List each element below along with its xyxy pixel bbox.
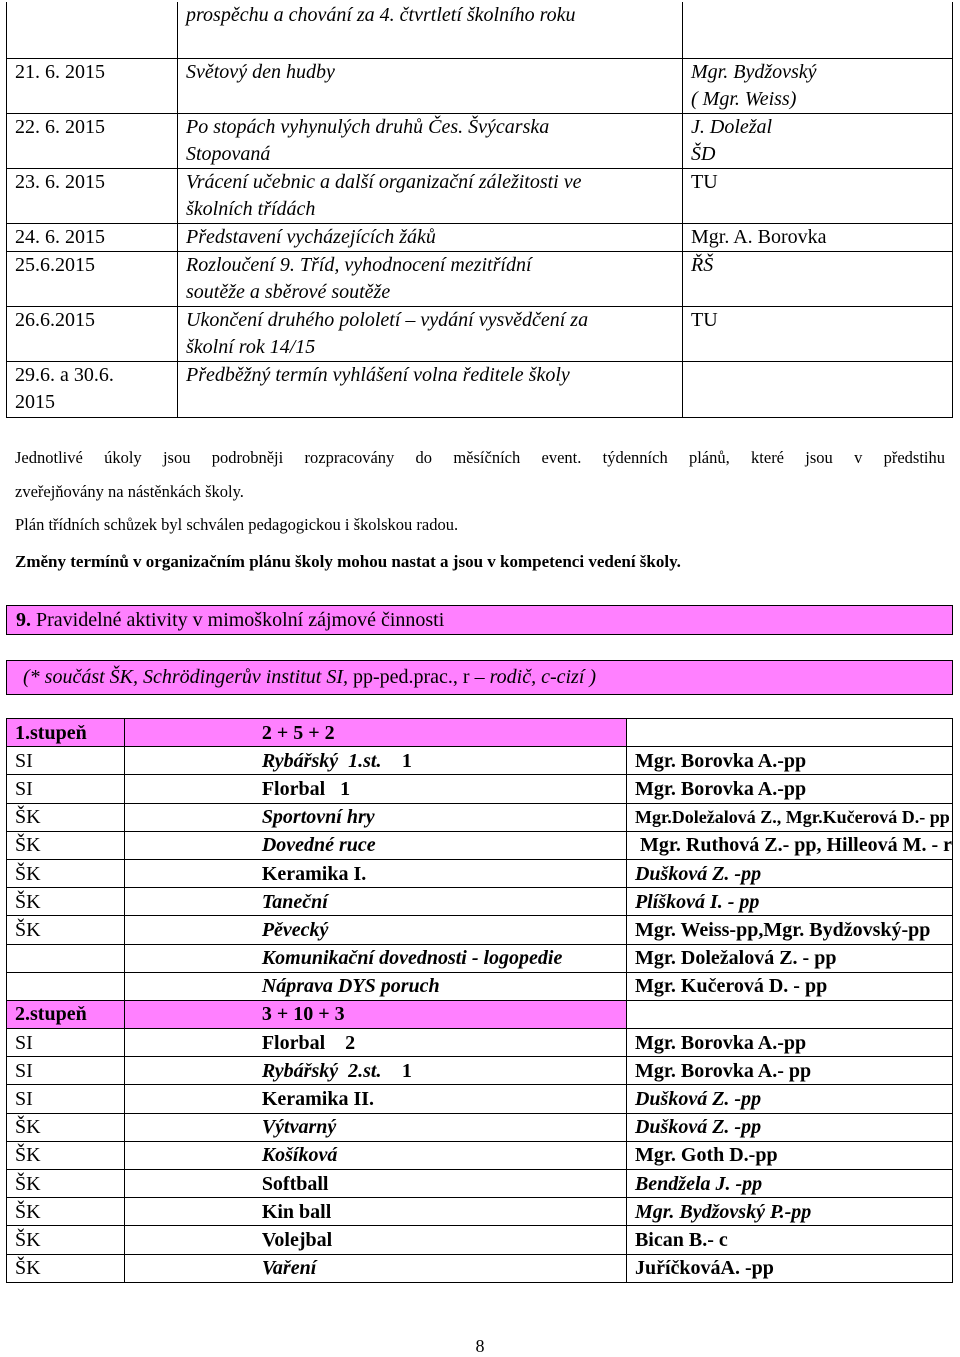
activity-name-text: Sportovní hry: [261, 806, 375, 829]
schedule-responsible: [683, 307, 953, 362]
activity-leader: Mgr. Ruthová Z.- pp, Hilleová M. - r: [626, 831, 952, 859]
grade-count: [124, 719, 626, 747]
event-line: soutěže a sběrové soutěže: [186, 281, 391, 303]
activity-category: SI: [7, 1085, 125, 1113]
activity-leader: Bican B.- c: [626, 1226, 952, 1254]
activity-row: [7, 972, 953, 1000]
schedule-row: [7, 59, 953, 114]
activities-body: [7, 719, 953, 1283]
event-line: Stopovaná: [186, 143, 271, 165]
activity-category: ŠK: [7, 831, 125, 859]
activity-leader: Bendžela J. -pp: [626, 1170, 952, 1198]
event-line: Rozloučení 9. Tříd, vyhodnocení mezitřídní: [186, 254, 532, 276]
schedule-responsible: [683, 59, 953, 114]
note-plans: Jednotlivé úkoly jsou podrobněji rozpracovány do měsíčních event. týdenních plánů, které jsou v předstihu: [15, 448, 945, 467]
responsible-line: ŠD: [691, 143, 716, 165]
legend-text: – rodič, c-cizí ): [469, 666, 597, 688]
activity-row: [7, 944, 953, 972]
schedule-responsible: [683, 224, 953, 252]
activity-category: ŠK: [7, 859, 125, 887]
event-line: Po stopách vyhynulých druhů Čes. Švýcarska: [186, 116, 550, 138]
activity-category: ŠK: [7, 1226, 125, 1254]
schedule-responsible: [683, 114, 953, 169]
event-line: Ukončení druhého pololetí – vydání vysvědčení za: [186, 309, 589, 331]
activity-name-text: Dovedné ruce: [261, 834, 376, 857]
activity-leader: JuříčkováA. -pp: [626, 1254, 952, 1282]
activity-row: [7, 803, 953, 831]
activity-name: [124, 747, 626, 775]
activity-category: [7, 972, 125, 1000]
activity-count: 1: [401, 749, 412, 772]
activity-name: [124, 831, 626, 859]
activity-row: [7, 831, 953, 859]
activity-row: [7, 1254, 953, 1282]
activity-row: [7, 1085, 953, 1113]
activity-name: [124, 775, 626, 803]
activity-row: [7, 1057, 953, 1085]
activity-name: [124, 1029, 626, 1057]
schedule-row: [7, 362, 953, 418]
activity-name: [124, 1085, 626, 1113]
activity-category: ŠK: [7, 803, 125, 831]
event-line: školních třídách: [186, 198, 316, 220]
activity-name-text: Komunikační dovednosti - logopedie: [261, 947, 563, 970]
schedule-date: 25.6.2015: [7, 252, 178, 307]
activity-name: [124, 1198, 626, 1226]
schedule-row: [7, 2, 953, 59]
activity-name-text: Výtvarný: [261, 1116, 337, 1139]
activity-name-text: Rybářský 1.st.: [261, 749, 382, 772]
activity-category: SI: [7, 1057, 125, 1085]
responsible-line: Mgr. A. Borovka: [691, 226, 827, 248]
activities-table: [6, 718, 953, 1283]
event-line: Předběžný termín vyhlášení volna ředitele školy: [186, 364, 570, 386]
activity-name: [124, 972, 626, 1000]
activity-category: ŠK: [7, 1198, 125, 1226]
event-line: školní rok 14/15: [186, 336, 316, 358]
activity-leader: Mgr. Doležalová Z. - pp: [626, 944, 952, 972]
grade-empty-cell: [626, 1000, 952, 1028]
activity-name-text: Košíková: [261, 1144, 338, 1167]
activity-row: [7, 888, 953, 916]
page-number: 8: [475, 1336, 485, 1356]
schedule-date: 21. 6. 2015: [7, 59, 178, 114]
activity-row: [7, 1029, 953, 1057]
activity-name-text: Kin ball: [261, 1200, 332, 1223]
activity-row: [7, 1113, 953, 1141]
schedule-date: 29.6. a 30.6. 2015: [7, 362, 178, 418]
activity-leader: Plíšková I. - pp: [626, 888, 952, 916]
schedule-responsible: [683, 2, 953, 59]
activity-category: [7, 944, 125, 972]
activity-name-text: Vaření: [261, 1257, 317, 1280]
activity-name-text: Florbal 1: [261, 777, 351, 800]
section-heading: [6, 605, 953, 635]
activity-leader: Mgr. Goth D.-pp: [626, 1141, 952, 1169]
section-title: Pravidelné aktivity v mimoškolní zájmové činnosti: [36, 609, 445, 631]
activity-name-text: Pěvecký: [261, 918, 329, 941]
grade-empty-cell: [626, 719, 952, 747]
activity-name: [124, 1254, 626, 1282]
activity-name: [124, 1226, 626, 1254]
schedule-event: [178, 224, 683, 252]
schedule-event: [178, 307, 683, 362]
grade-header-row: [7, 719, 953, 747]
schedule-responsible: [683, 169, 953, 224]
legend-bar: [6, 660, 953, 695]
activity-name-text: 2 + 5 + 2: [261, 721, 335, 744]
activity-row: [7, 1198, 953, 1226]
activity-leader: Mgr. Borovka A.-pp: [626, 747, 952, 775]
activity-leader: Mgr. Borovka A.-pp: [626, 1029, 952, 1057]
activity-category: SI: [7, 747, 125, 775]
activity-category: ŠK: [7, 916, 125, 944]
activity-row: [7, 916, 953, 944]
activity-leader: Dušková Z. -pp: [626, 1113, 952, 1141]
activity-leader: Mgr. Bydžovský P.-pp: [626, 1198, 952, 1226]
activity-leader: Mgr. Borovka A.-pp: [626, 775, 952, 803]
responsible-line: ( Mgr. Weiss): [691, 88, 797, 110]
section-number: 9.: [16, 609, 31, 631]
schedule-event: [178, 362, 683, 418]
note-changes: Změny termínů v organizačním plánu školy mohou nastat a jsou v kompetenci vedení školy.: [15, 552, 681, 571]
activity-row: [7, 859, 953, 887]
schedule-row: [7, 169, 953, 224]
schedule-date: 22. 6. 2015: [7, 114, 178, 169]
note-meetings: Plán třídních schůzek byl schválen pedagogickou i školskou radou.: [15, 515, 459, 534]
activity-name: [124, 859, 626, 887]
schedule-event: [178, 2, 683, 59]
schedule-responsible: [683, 362, 953, 418]
activity-name: [124, 944, 626, 972]
legend-text: (* součást ŠK, Schrödingerův institut SI,: [23, 666, 348, 688]
activity-name: [124, 1057, 626, 1085]
schedule-date: 26.6.2015: [7, 307, 178, 362]
activity-name-text: Softball: [261, 1172, 329, 1195]
activity-count: 1: [401, 1059, 412, 1082]
schedule-row: [7, 224, 953, 252]
activity-name: [124, 1113, 626, 1141]
activity-name-text: Rybářský 2.st.: [261, 1059, 382, 1082]
event-line: Vrácení učebnic a další organizační záležitosti ve: [186, 171, 582, 193]
activity-category: ŠK: [7, 1113, 125, 1141]
activity-leader: Mgr. Kučerová D. - pp: [626, 972, 952, 1000]
activity-category: ŠK: [7, 1170, 125, 1198]
schedule-date: 23. 6. 2015: [7, 169, 178, 224]
activity-name-text: Keramika II.: [261, 1088, 375, 1111]
schedule-row: [7, 307, 953, 362]
schedule-event: [178, 59, 683, 114]
activity-category: SI: [7, 775, 125, 803]
activity-leader: Dušková Z. -pp: [626, 859, 952, 887]
legend-text: pp-ped.prac., r: [347, 666, 470, 688]
activity-category: ŠK: [7, 1141, 125, 1169]
activity-row: [7, 1226, 953, 1254]
activity-category: SI: [7, 1029, 125, 1057]
event-line: Představení vycházejících žáků: [186, 226, 436, 248]
activity-leader: Mgr. Borovka A.- pp: [626, 1057, 952, 1085]
activity-name: [124, 1141, 626, 1169]
schedule-row: [7, 252, 953, 307]
activity-name-text: 3 + 10 + 3: [261, 1003, 345, 1026]
activity-name: [124, 803, 626, 831]
activity-name-text: Taneční: [261, 890, 328, 913]
activity-name-text: Náprava DYS poruch: [261, 975, 440, 998]
schedule-date: 24. 6. 2015: [7, 224, 178, 252]
activity-row: [7, 747, 953, 775]
activity-category: ŠK: [7, 1254, 125, 1282]
schedule-table: [6, 2, 953, 418]
grade-header-row: [7, 1000, 953, 1028]
activity-leader: Dušková Z. -pp: [626, 1085, 952, 1113]
responsible-line: TU: [691, 171, 718, 193]
activity-name-text: Volejbal: [261, 1228, 333, 1251]
grade-label: 1.stupeň: [7, 719, 125, 747]
activity-row: [7, 1170, 953, 1198]
activity-category: ŠK: [7, 888, 125, 916]
schedule-row: [7, 114, 953, 169]
activity-name: [124, 888, 626, 916]
responsible-line: ŘŠ: [691, 254, 714, 276]
schedule-responsible: [683, 252, 953, 307]
activity-name-text: Keramika I.: [261, 862, 367, 885]
event-line: prospěchu a chování za 4. čtvrtletí školního roku: [186, 4, 576, 26]
grade-count: [124, 1000, 626, 1028]
schedule-event: [178, 252, 683, 307]
responsible-line: TU: [691, 309, 718, 331]
activity-leader: Mgr. Weiss-pp,Mgr. Bydžovský-pp: [626, 916, 952, 944]
note-boards: zveřejňovány na nástěnkách školy.: [15, 482, 244, 501]
activity-name: [124, 1170, 626, 1198]
grade-label: 2.stupeň: [7, 1000, 125, 1028]
schedule-date: [7, 2, 178, 59]
activity-name-text: Florbal 2: [261, 1031, 356, 1054]
activity-row: [7, 1141, 953, 1169]
activity-name: [124, 916, 626, 944]
schedule-event: [178, 169, 683, 224]
schedule-event: [178, 114, 683, 169]
activity-row: [7, 775, 953, 803]
event-line: Světový den hudby: [186, 61, 335, 83]
responsible-line: J. Doležal: [691, 116, 773, 138]
responsible-line: Mgr. Bydžovský: [691, 61, 817, 83]
activity-leader: Mgr.Doležalová Z., Mgr.Kučerová D.- pp: [626, 803, 952, 831]
